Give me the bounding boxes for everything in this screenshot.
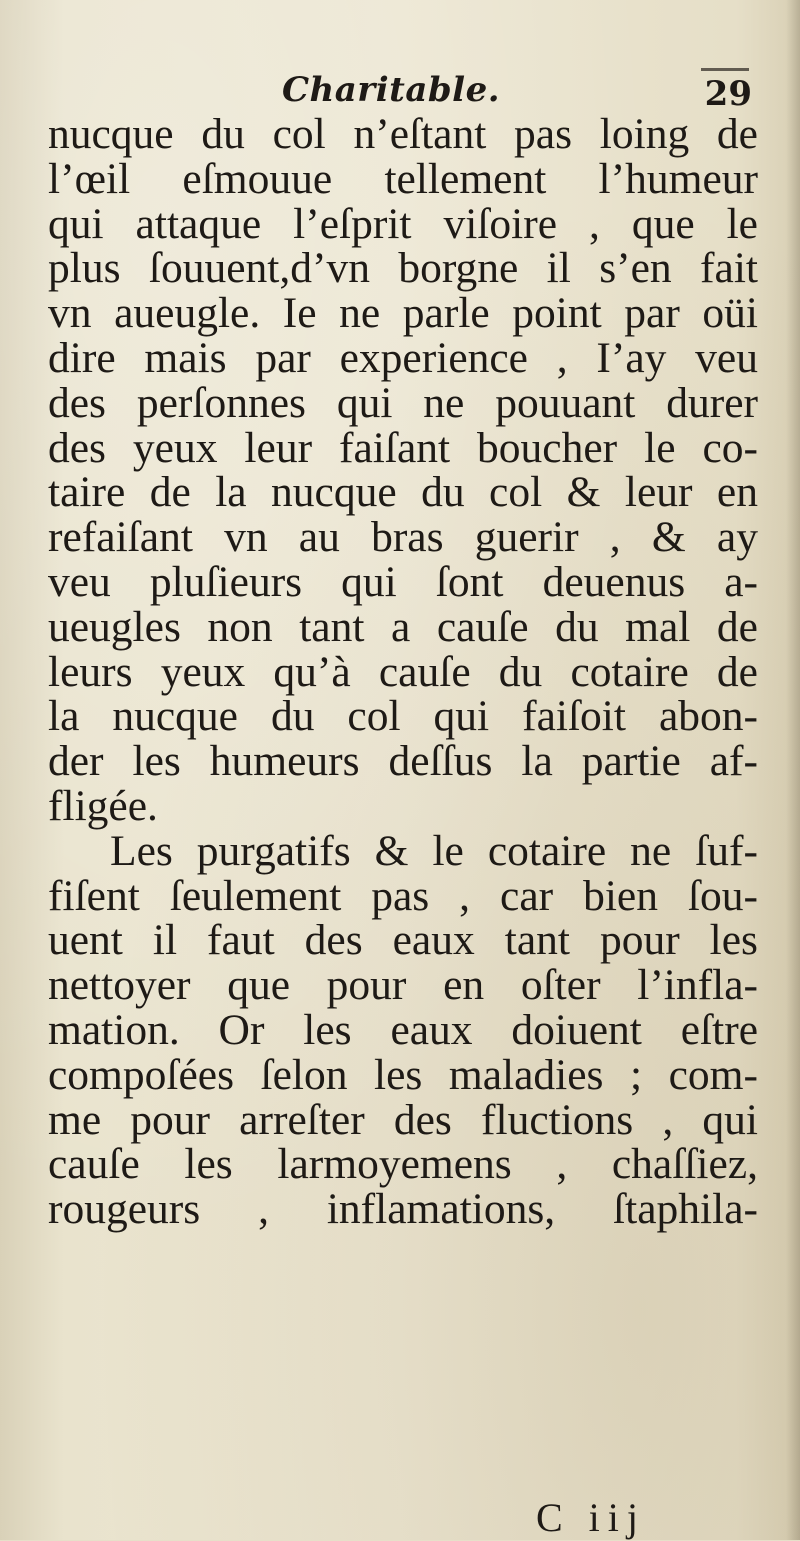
text-line: cauſe les larmoyemens , chaſſiez, xyxy=(48,1140,758,1189)
text-line: rougeurs , inflamations, ſtaphila- xyxy=(48,1185,758,1234)
text-line: qui attaque l’eſprit viſoire , que le xyxy=(48,199,758,248)
text-line: compoſées ſelon les maladies ; com- xyxy=(48,1050,758,1099)
text-line: refaiſant vn au bras guerir , & ay xyxy=(48,513,758,562)
page-edge-shadow xyxy=(786,0,800,1540)
text-line: plus ſouuent,d’vn borgne il s’en fait xyxy=(48,244,758,293)
text-line: taire de la nucque du col & leur en xyxy=(48,468,758,517)
text-line: der les humeurs deſſus la partie af- xyxy=(48,737,758,786)
text-line: nucque du col n’eſtant pas loing de xyxy=(48,110,758,158)
text-line: me pour arreſter des fluctions , qui xyxy=(48,1095,758,1144)
text-line: dire mais par experience , I’ay veu xyxy=(48,333,758,382)
text-line: fligée. xyxy=(48,781,158,830)
text-line: des yeux leur faiſant boucher le co- xyxy=(48,423,758,472)
running-head: Charitable. xyxy=(282,70,501,110)
text-line: fiſent ſeulement pas , car bien ſou- xyxy=(48,871,758,920)
text-line: vn aueugle. Ie ne parle point par oüi xyxy=(48,289,758,338)
text-line: nettoyer que pour en oſter l’infla- xyxy=(48,961,758,1010)
text-line: uent il faut des eaux tant pour les xyxy=(48,916,758,965)
text-line: Les purgatifs & le cotaire ne ſuf- xyxy=(110,826,758,875)
text-line: des perſonnes qui ne pouuant durer xyxy=(48,378,758,427)
body-text xyxy=(48,112,758,1232)
text-line: la nucque du col qui faiſoit abon- xyxy=(48,692,758,741)
text-line: ueugles non tant a cauſe du mal de xyxy=(48,602,758,651)
text-line: veu pluſieurs qui ſont deuenus a- xyxy=(48,557,758,606)
text-line: mation. Or les eaux doiuent eſtre xyxy=(48,1005,758,1054)
text-line: leurs yeux qu’à cauſe du cotaire de xyxy=(48,647,758,696)
text-line: l’œil eſmouue tellement l’humeur xyxy=(48,154,758,203)
page-number: 29 xyxy=(704,74,752,114)
signature-mark: C iij xyxy=(536,1495,647,1540)
